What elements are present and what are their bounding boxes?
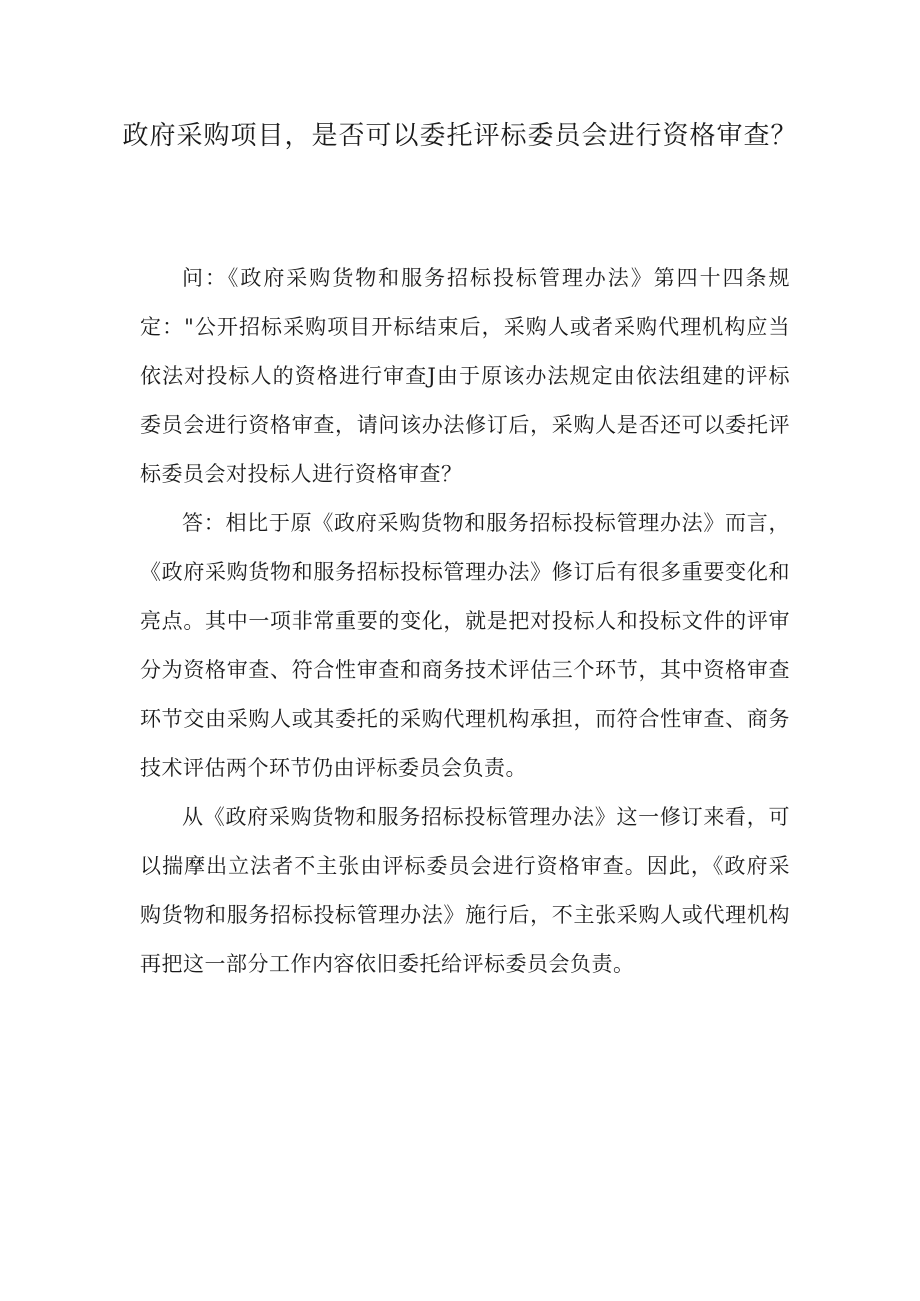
document-body bbox=[140, 254, 790, 989]
conclusion-paragraph: 从《政府采购货物和服务招标投标管理办法》这一修订来看，可以揣摩出立法者不主张由评标委员会进行资格审查。因此，《政府采购货物和服务招标投标管理办法》施行后，不主张采购人或代理机构再把这一部分工作内容依旧委托给评标委员会负责。 bbox=[140, 805, 790, 976]
answer-paragraph: 答：相比于原《政府采购货物和服务招标投标管理办法》而言，《政府采购货物和服务招标投标管理办法》修订后有很多重要变化和亮点。其中一项非常重要的变化，就是把对投标人和投标文件的评审分为资格审查、符合性审查和商务技术评估三个环节，其中资格审查环节交由采购人或其委托的采购代理机构承担，而符合性审查、商务技术评估两个环节仍由评标委员会负责。 bbox=[140, 511, 790, 780]
page-title: 政府采购项目，是否可以委托评标委员会进行资格审查？ bbox=[122, 121, 798, 151]
question-paragraph: 问：《政府采购货物和服务招标投标管理办法》第四十四条规定："公开招标采购项目开标结束后，采购人或者采购代理机构应当依法对投标人的资格进行审查J由于原该办法规定由依法组建的评标委员会进行资格审查，请问该办法修订后，采购人是否还可以委托评标委员会对投标人进行资格审查？ bbox=[140, 266, 790, 486]
